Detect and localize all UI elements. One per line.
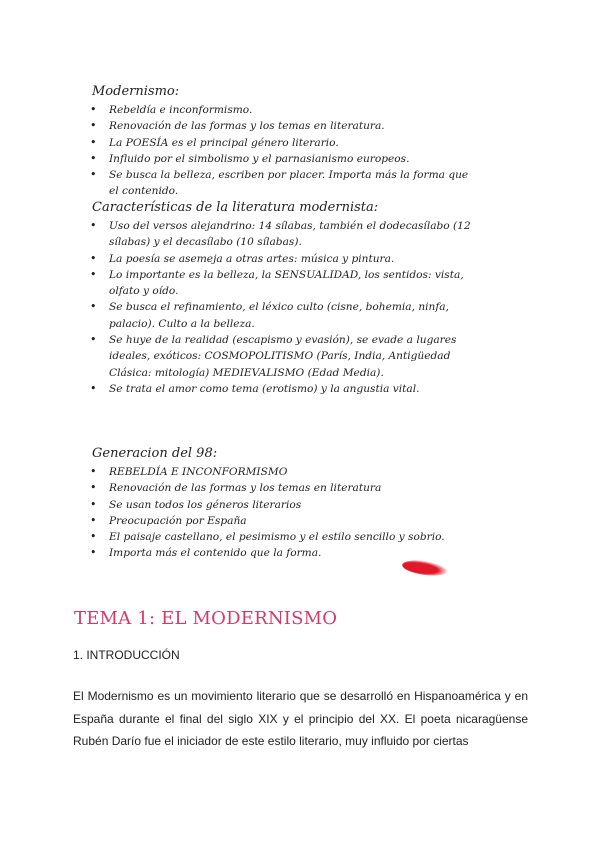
list-item: • Preocupación por España (82, 513, 492, 529)
list-item: • El paisaje castellano, el pesimismo y el estilo sencillo y sobrio. (82, 529, 492, 545)
list-item: • La poesía se asemeja a otras artes: música y pintura. (82, 251, 482, 267)
list-item: • La POESÍA es el principal género literario. (82, 135, 477, 151)
list-item: • Se huye de la realidad (escapismo y evasión), se evade a lugares ideales, exóticos: COSMOPOLITISMO (París, India, Antigüedad Clásica: mitología) MEDIEVALISMO (Edad Media). (82, 332, 482, 381)
heading-generacion-98: Generacion del 98: (88, 446, 225, 461)
list-item: • Renovación de las formas y los temas en literatura (82, 480, 492, 496)
heading-modernismo: Modernismo: (88, 84, 187, 99)
list-item: • REBELDÍA E INCONFORMISMO (82, 464, 492, 480)
section-heading: 1. INTRODUCCIÓN (73, 648, 180, 662)
list-item: • Se usan todos los géneros literarios (82, 497, 492, 513)
list-item: • Se trata el amor como tema (erotismo) y la angustia vital. (82, 381, 482, 397)
list-item: • Importa más el contenido que la forma. (82, 545, 492, 561)
list-item: • Rebeldía e inconformismo. (82, 102, 477, 118)
list-modernismo (82, 102, 477, 200)
list-generacion-98 (82, 464, 492, 562)
tema-title: TEMA 1: EL MODERNISMO (70, 608, 341, 629)
list-item: • Uso del versos alejandrino: 14 sílabas, también el dodecasílabo (12 sílabas) y el decasílabo (10 sílabas). (82, 218, 482, 251)
list-item: • Se busca el refinamiento, el léxico culto (cisne, bohemia, ninfa, palacio). Culto a la belleza. (82, 299, 482, 332)
list-item: • Lo importante es la belleza, la SENSUALIDAD, los sentidos: vista, olfato y oído. (82, 267, 482, 300)
intro-paragraph: El Modernismo es un movimiento literario que se desarrolló en Hispanoamérica y en España durante el final del siglo XIX y el principio del XX. El poeta nicaragüense Rubén Darío fue el iniciador de este estilo literario, muy influido por ciertas (73, 689, 528, 748)
heading-caracteristicas: Características de la literatura modernista: (88, 200, 386, 215)
list-caracteristicas (82, 218, 482, 397)
list-item: • Se busca la belleza, escriben por placer. Importa más la forma que el contenido. (82, 167, 477, 200)
list-item: • Influido por el simbolismo y el parnasianismo europeos. (82, 151, 477, 167)
list-item: • Renovación de las formas y los temas en literatura. (82, 118, 477, 134)
